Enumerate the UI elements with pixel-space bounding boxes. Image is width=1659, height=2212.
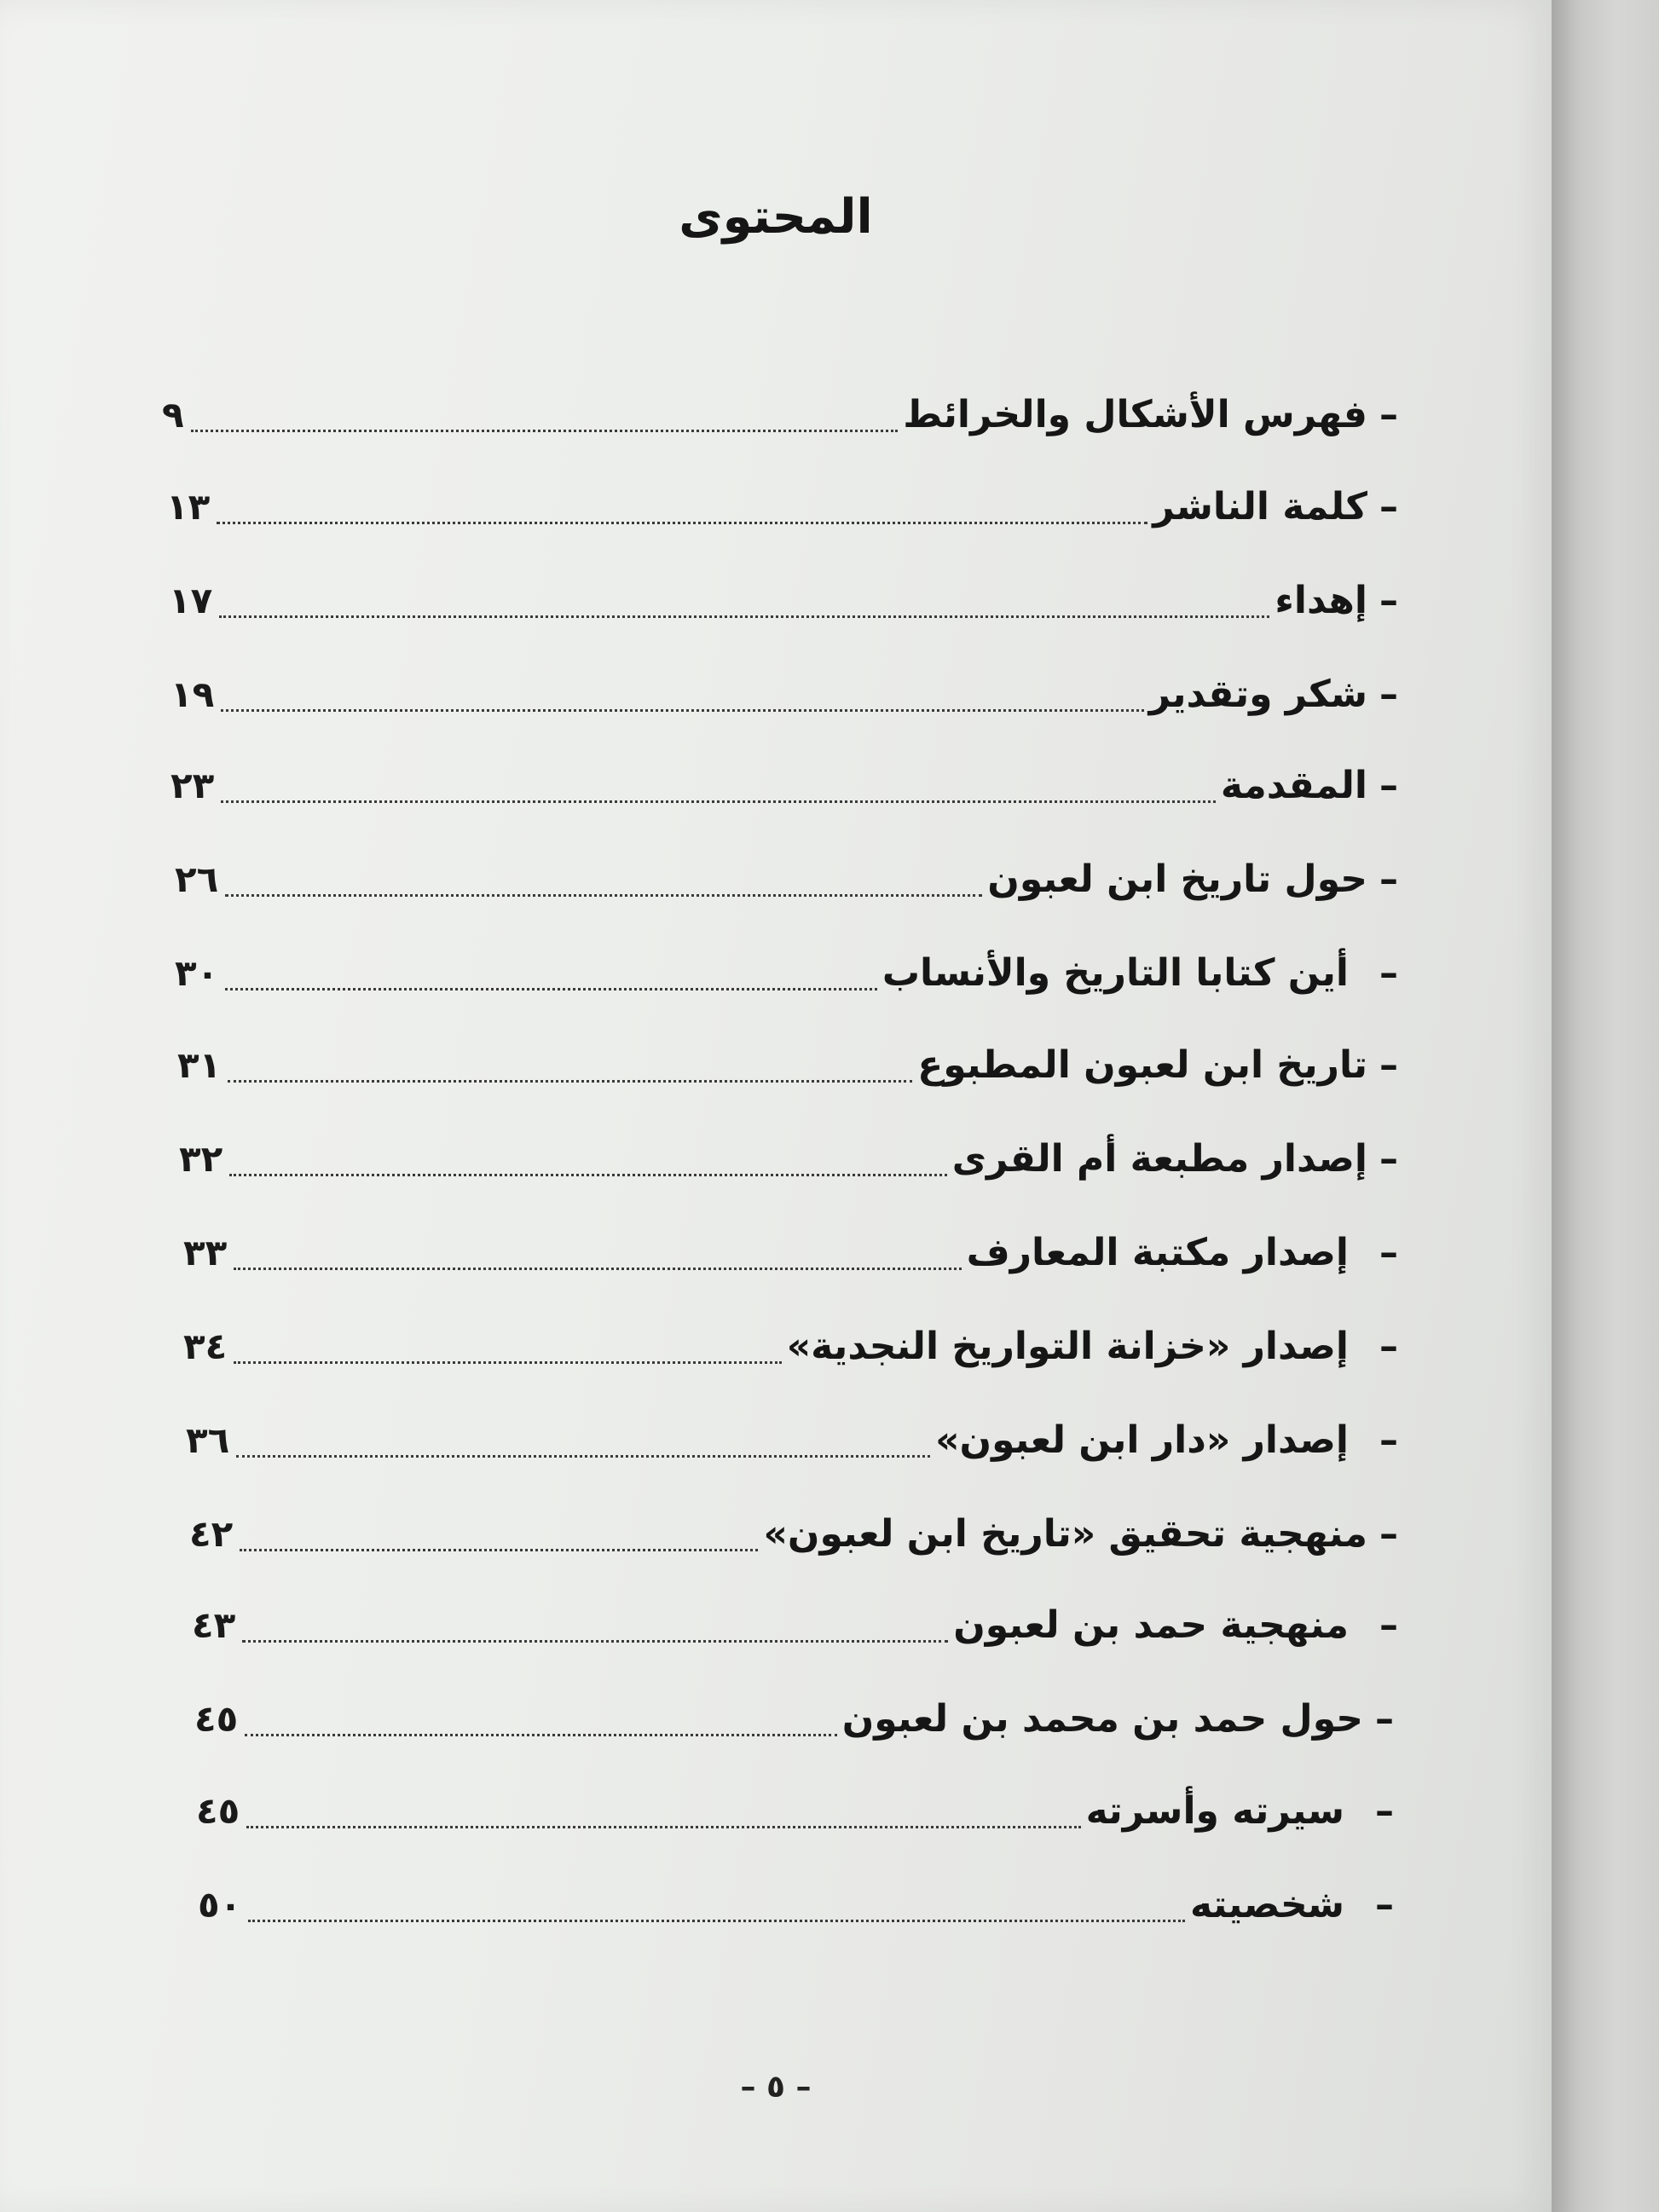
dot-leader [225,988,877,990]
toc-entry [198,1871,1394,1939]
toc-entry [171,752,1398,820]
toc-entry-title: المقدمة [1220,764,1367,807]
page-number: – ٥ – [740,2070,812,2105]
dot-leader [246,1826,1080,1828]
toc-entry-dash: – [1379,393,1398,436]
toc-page-number: ٣٠ [175,952,219,994]
dot-leader [229,1174,946,1176]
toc-entry-dash: – [1379,579,1398,622]
toc-entry-dash: – [1379,1231,1398,1274]
toc-entry-title: إصدار «دار ابن لعبون» [935,1418,1349,1462]
toc-page-number: ٤٢ [189,1513,234,1555]
dot-leader [234,1361,781,1364]
dot-leader [234,1268,961,1270]
toc-entry [183,1219,1398,1287]
toc-page-number: ٥٠ [198,1884,242,1926]
dot-leader [240,1549,758,1551]
dot-leader [191,430,899,432]
toc-entry [192,1591,1398,1660]
dot-leader [217,522,1147,524]
toc-entry-title: منهجية حمد بن لعبون [953,1603,1349,1647]
dot-leader [245,1734,836,1736]
page-edge [1552,0,1659,2212]
toc-entry-title: إصدار «خزانة التواريخ النجدية» [786,1325,1349,1368]
dot-leader [236,1455,930,1458]
toc-page-number: ١٩ [171,673,215,715]
toc-entry-dash: – [1379,1043,1398,1087]
toc-page-number: ٣٣ [183,1232,228,1273]
toc-page-number: ٣١ [177,1044,222,1086]
toc-entry [175,939,1398,1008]
toc-entry [166,473,1398,541]
toc-entry-dash: – [1379,1325,1398,1368]
toc-entry-dash: – [1379,1418,1398,1462]
toc-entry-dash: – [1379,485,1398,528]
toc-page-number: ٤٣ [192,1604,236,1646]
page-title: المحتوى [679,189,873,245]
toc-entry [189,1500,1398,1568]
toc-entry-dash: – [1379,1137,1398,1181]
toc-entry-title: فهرس الأشكال والخرائط [903,393,1367,436]
toc-entry-title: تاريخ ابن لعبون المطبوع [917,1043,1367,1087]
dot-leader [242,1640,948,1643]
toc-entry-dash: – [1375,1883,1394,1926]
dot-leader [219,615,1269,618]
toc-entry [171,661,1398,729]
toc-entry-title: إهداء [1275,579,1367,622]
toc-entry-title: حول حمد بن محمد بن لعبون [841,1697,1363,1741]
dot-leader [228,1080,912,1083]
toc-page-number: ١٣ [166,486,211,528]
dot-leader [225,894,982,897]
toc-entry-title: سيرته وأسرته [1085,1789,1344,1833]
toc-entry-dash: – [1379,951,1398,995]
toc-entry-title: شكر وتقدير [1148,673,1367,716]
toc-entry-dash: – [1379,764,1398,807]
toc-entry [169,567,1398,635]
toc-entry-title: شخصيته [1190,1883,1344,1926]
toc-entry-title: منهجية تحقيق «تاريخ ابن لعبون» [763,1512,1367,1556]
toc-entry-dash: – [1375,1789,1394,1833]
toc-entry-dash: – [1379,1603,1398,1647]
toc-entry [162,381,1398,449]
toc-entry-dash: – [1379,858,1398,901]
toc-entry [183,1313,1398,1381]
toc-page-number: ١٧ [169,580,213,621]
toc-page-number: ٢٦ [175,858,219,900]
toc-entry [186,1406,1398,1475]
toc-page-number: ٣٦ [186,1419,230,1461]
toc-entry-title: إصدار مطبعة أم القرى [951,1137,1367,1181]
toc-entry [196,1777,1394,1845]
toc-entry [194,1685,1394,1753]
toc-page-number: ٢٣ [171,765,215,806]
toc-entry [177,1031,1398,1100]
dot-leader [221,800,1216,803]
toc-page-number: ٤٥ [194,1698,239,1740]
toc-page-number: ٤٥ [196,1790,240,1832]
toc-page-number: ٣٤ [183,1325,228,1367]
toc-entry-dash: – [1379,1512,1398,1556]
toc-entry [179,1125,1398,1193]
toc-entry-title: أين كتابا التاريخ والأنساب [882,951,1349,995]
toc-entry-title: كلمة الناشر [1153,485,1367,528]
toc-page-number: ٣٢ [179,1138,223,1180]
toc-entry-dash: – [1375,1697,1394,1741]
dot-leader [221,709,1143,712]
toc-page-number: ٩ [162,394,184,436]
dot-leader [248,1920,1185,1922]
toc-entry-title: إصدار مكتبة المعارف [966,1231,1349,1274]
toc-entry [175,846,1398,914]
toc-entry-title: حول تاريخ ابن لعبون [987,858,1367,901]
toc-entry-dash: – [1379,673,1398,716]
